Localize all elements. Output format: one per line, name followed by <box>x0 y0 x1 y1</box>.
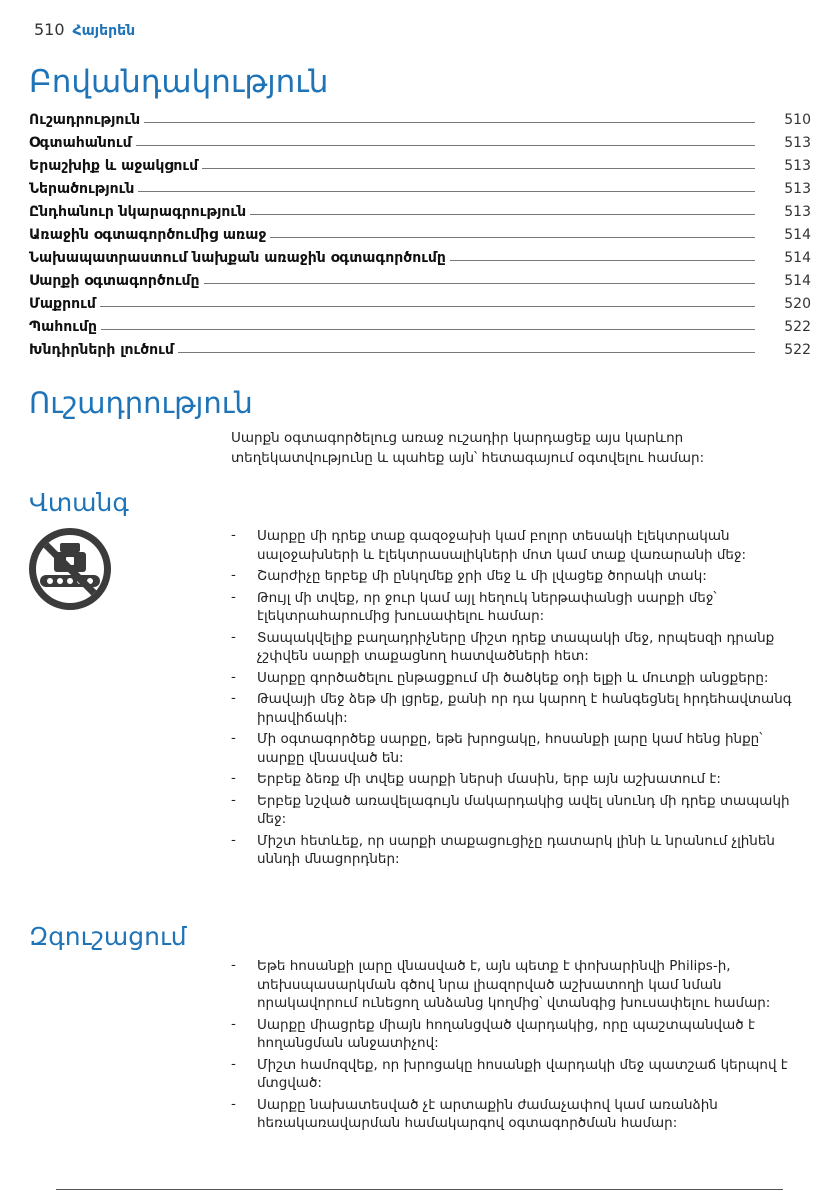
toc-entry[interactable] <box>29 197 811 220</box>
danger-item: - Թավայի մեջ ձեթ մի լցրեք, քանի որ դա կարող է հանգեցնել հրդեհավտանգ իրավիճակի: <box>231 690 811 727</box>
toc-entry-label: Ընդհանուր նկարագրություն <box>29 204 247 220</box>
toc-entry-label: Առաջին օգտագործումից առաջ <box>29 227 267 243</box>
warning-heading: Զգուշացում <box>29 922 187 951</box>
danger-item: - Սարքը մի դրեք տաք գազօջախի կամ բոլոր տեսակի էլեկտրական սալօջախների և էլեկտրասալիկների մոտ կամ տաք վառարանի մեջ: <box>231 527 811 564</box>
toc-entry[interactable] <box>29 266 811 289</box>
toc-leader-line <box>204 283 755 284</box>
toc-entry-label: Նախապատրաստում նախքան առաջին օգտագործումը <box>29 250 446 266</box>
toc-leader-line <box>178 352 755 353</box>
table-of-contents <box>29 105 811 358</box>
toc-entry-page: 520 <box>784 296 811 312</box>
warning-item: - Միշտ համոզվեք, որ խրոցակը հոսանքի վարդակի մեջ պատշաճ կերպով է մտցված: <box>231 1056 811 1093</box>
toc-entry-page: 514 <box>784 273 811 289</box>
toc-leader-line <box>144 122 755 123</box>
toc-title: Բովանդակություն <box>29 64 329 100</box>
toc-entry-label: Օգտահանում <box>29 135 132 151</box>
toc-entry[interactable] <box>29 220 811 243</box>
toc-entry-label: Ուշադրություն <box>29 112 141 128</box>
toc-entry-label: Ներածություն <box>29 181 135 197</box>
danger-item: - Թույլ մի տվեք, որ ջուր կամ այլ հեղուկ ներթափանցի սարքի մեջ՝ էլեկտրահարումից խուսափելու համար: <box>231 589 811 626</box>
toc-entry-page: 522 <box>784 342 811 358</box>
toc-entry[interactable] <box>29 289 811 312</box>
language-label: Հայերեն <box>72 23 136 39</box>
toc-entry-label: Մաքրում <box>29 296 96 312</box>
no-water-immersion-icon <box>28 527 112 611</box>
toc-entry[interactable] <box>29 151 811 174</box>
toc-entry-label: Երաշխիք և աջակցում <box>29 158 199 174</box>
toc-entry-label: Պահումը <box>29 319 97 335</box>
footer-divider <box>56 1189 783 1190</box>
toc-entry[interactable] <box>29 312 811 335</box>
warning-item: - Եթե հոսանքի լարը վնասված է, այն պետք է փոխարինվի Philips-ի, տեխսպասարկման գծով նրա լիազորված աշխատողի կամ նման որակավորում ունեցող անձանց կողմից՝ վտանգից խուսափելու համար: <box>231 957 811 1013</box>
warning-item: - Սարքը միացրեք միայն հողանցված վարդակից, որը պաշտպանված է հողանցման անջատիչով: <box>231 1016 811 1053</box>
toc-entry[interactable] <box>29 243 811 266</box>
danger-list <box>231 527 811 872</box>
toc-entry-page: 513 <box>784 204 811 220</box>
toc-leader-line <box>101 329 755 330</box>
toc-entry[interactable] <box>29 335 811 358</box>
danger-item: - Միշտ հետևեք, որ սարքի տաքացուցիչը դատարկ լինի և նրանում չլինեն սննդի մնացորդներ: <box>231 832 811 869</box>
toc-leader-line <box>270 237 755 238</box>
warning-item: - Սարքը նախատեսված չէ արտաքին ժամաչափով կամ առանձին հեռակառավարման համակարգով օգտագործման համար: <box>231 1096 811 1133</box>
toc-entry-page: 514 <box>784 250 811 266</box>
toc-leader-line <box>136 145 755 146</box>
page-number: 510 <box>34 20 65 39</box>
toc-entry[interactable] <box>29 174 811 197</box>
notice-intro: Սարքն օգտագործելուց առաջ ուշադիր կարդացեք այս կարևոր տեղեկատվությունը և պահեք այն՝ հետագայում օգտվելու համար: <box>231 430 705 466</box>
danger-item: - Մի օգտագործեք սարքը, եթե խրոցակը, հոսանքի լարը կամ հենց ինքը՝ սարքը վնասված են: <box>231 730 811 767</box>
toc-leader-line <box>202 168 755 169</box>
danger-item: - Սարքը գործածելու ընթացքում մի ծածկեք օդի ելքի և մուտքի անցքերը: <box>231 669 811 688</box>
toc-entry-page: 514 <box>784 227 811 243</box>
toc-leader-line <box>450 260 755 261</box>
toc-leader-line <box>250 214 755 215</box>
toc-leader-line <box>138 191 755 192</box>
toc-entry-page: 513 <box>784 158 811 174</box>
danger-item: - Տապակվելիք բաղադրիչները միշտ դրեք տապակի մեջ, որպեսզի դրանք չշփվեն սարքի տաքացնող հատվածների հետ: <box>231 629 811 666</box>
toc-entry[interactable] <box>29 128 811 151</box>
notice-heading: Ուշադրություն <box>29 386 253 420</box>
toc-entry[interactable] <box>29 105 811 128</box>
toc-entry-label: Խնդիրների լուծում <box>29 342 174 358</box>
toc-entry-page: 513 <box>784 135 811 151</box>
danger-item: - Շարժիչը երբեք մի ընկղմեք ջրի մեջ և մի լվացեք ծորակի տակ: <box>231 567 811 586</box>
toc-entry-page: 522 <box>784 319 811 335</box>
danger-heading: Վտանգ <box>29 488 129 517</box>
toc-entry-page: 510 <box>784 112 811 128</box>
page-header <box>34 20 135 42</box>
toc-entry-label: Սարքի օգտագործումը <box>29 273 200 289</box>
toc-entry-page: 513 <box>784 181 811 197</box>
danger-item: - Երբեք նշված առավելագույն մակարդակից ավել սնունդ մի դրեք տապակի մեջ: <box>231 792 811 829</box>
warning-list <box>231 957 811 1136</box>
toc-leader-line <box>100 306 755 307</box>
danger-item: - Երբեք ձեռք մի տվեք սարքի ներսի մասին, երբ այն աշխատում է: <box>231 770 811 789</box>
